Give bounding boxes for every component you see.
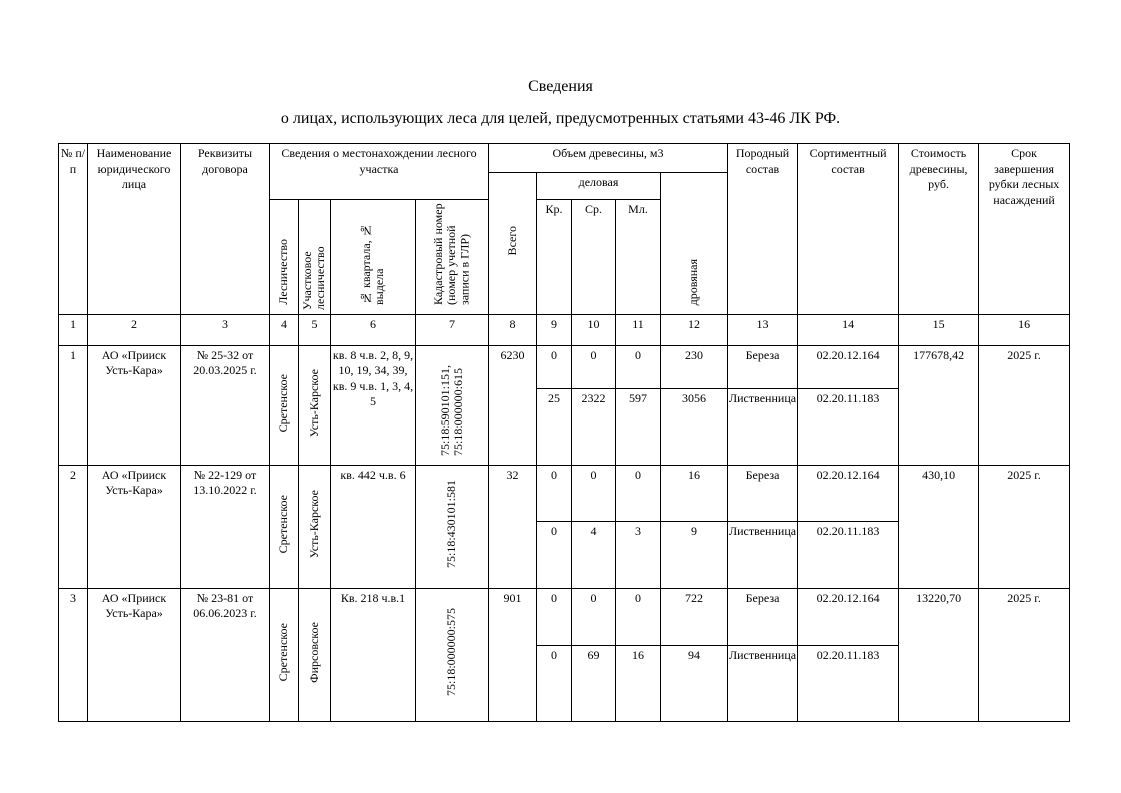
row-small: 16 [616,645,661,721]
row-deadline: 2025 г. [979,345,1070,465]
column-number: 11 [616,314,661,345]
column-number: 1 [59,314,88,345]
row-cadastral: 75:18:430101:581 [444,480,459,569]
row-total: 32 [489,465,537,588]
row-forestry-cell [270,345,299,465]
row-district-cell [299,588,331,721]
row-assortment: 02.20.12.164 [798,588,899,645]
row-name: АО «Прииск Усть-Кара» [88,345,181,465]
row-cadastral-cell [416,588,489,721]
row-deadline: 2025 г. [979,588,1070,721]
column-number: 4 [270,314,299,345]
row-firewood: 3056 [661,388,728,465]
header-medium: Ср. [572,200,616,315]
header-cost: Стоимость древесины, руб. [899,144,979,315]
header-quarter: № квартала, № выдела [358,223,386,305]
row-cadastral-cell [416,465,489,588]
row-species: Береза [728,345,798,388]
row-cadastral: 75:18:590101:151, 75:18:000000:615 [437,364,465,456]
column-number: 2 [88,314,181,345]
column-number: 3 [181,314,270,345]
table-row [59,465,1070,521]
row-district: Усть-Карское [306,368,321,437]
column-number: 12 [661,314,728,345]
row-firewood: 9 [661,521,728,588]
column-number: 13 [728,314,798,345]
forest-users-table [58,143,1070,722]
row-large: 25 [537,388,572,465]
header-deadline: Срок завершения рубки лесных насаждений [979,144,1070,315]
row-species: Береза [728,465,798,521]
header-small: Мл. [616,200,661,315]
header-contract: Реквизиты договора [181,144,270,315]
table-row [59,588,1070,645]
header-firewood: дровяная [686,258,701,305]
row-forestry-cell [270,465,299,588]
row-large: 0 [537,345,572,388]
row-species: Береза [728,588,798,645]
header-commercial: деловая [537,173,661,200]
row-num: 2 [59,465,88,588]
row-district-cell [299,345,331,465]
document-subtitle: о лицах, использующих леса для целей, предусмотренных статьями 43-46 ЛК РФ. [280,110,841,127]
column-number: 7 [416,314,489,345]
row-medium: 69 [572,645,616,721]
row-quarter: Кв. 218 ч.в.1 [331,588,416,721]
header-total-cell [489,173,537,315]
row-small: 0 [616,345,661,388]
row-contract: № 25-32 от 20.03.2025 г. [181,345,270,465]
row-contract: № 22-129 от 13.10.2022 г. [181,465,270,588]
row-contract: № 23-81 от 06.06.2023 г. [181,588,270,721]
header-species: Породный состав [728,144,798,315]
column-numbers-row [59,314,1070,345]
header-forestry: Лесничество [276,239,291,305]
row-district: Усть-Карское [306,490,321,559]
header-location: Сведения о местонахождении лесного участка [270,144,489,200]
header-num: № п/п [59,144,88,315]
row-name: АО «Прииск Усть-Кара» [88,588,181,721]
header-district-cell [299,200,331,315]
row-deadline: 2025 г. [979,465,1070,588]
row-large: 0 [537,588,572,645]
row-small: 0 [616,465,661,521]
row-forestry: Сретенское [276,495,291,554]
header-firewood-cell [661,173,728,315]
row-assortment: 02.20.11.183 [798,645,899,721]
row-firewood: 94 [661,645,728,721]
column-number: 15 [899,314,979,345]
row-cost: 177678,42 [899,345,979,465]
row-medium: 0 [572,588,616,645]
row-cadastral-cell [416,345,489,465]
column-number: 6 [331,314,416,345]
row-small: 3 [616,521,661,588]
header-total: Всего [504,226,519,256]
row-firewood: 230 [661,345,728,388]
header-volume: Объем древесины, м3 [489,144,728,173]
column-number: 14 [798,314,899,345]
row-cadastral: 75:18:000000:575 [444,608,459,697]
row-species: Лиственница [728,388,798,465]
row-species: Лиственница [728,521,798,588]
row-num: 3 [59,588,88,721]
row-name: АО «Прииск Усть-Кара» [88,465,181,588]
row-forestry: Сретенское [276,373,291,432]
row-firewood: 16 [661,465,728,521]
row-district: Фирсовское [306,621,321,683]
row-assortment: 02.20.12.164 [798,465,899,521]
header-cadastral-cell [416,200,489,315]
table-row [59,345,1070,388]
header-name: Наименование юридического лица [88,144,181,315]
column-number: 10 [572,314,616,345]
row-quarter: кв. 8 ч.в. 2, 8, 9, 10, 19, 34, 39, кв. 9 ч.в. 1, 3, 4, 5 [331,345,416,465]
row-large: 0 [537,645,572,721]
column-number: 16 [979,314,1070,345]
header-quarter-cell [331,200,416,315]
header-district: Участковое лесничество [300,245,328,310]
header-forestry-cell [270,200,299,315]
row-cost: 430,10 [899,465,979,588]
row-firewood: 722 [661,588,728,645]
row-medium: 4 [572,521,616,588]
document-title: Сведения [528,78,593,95]
row-assortment: 02.20.11.183 [798,521,899,588]
row-assortment: 02.20.11.183 [798,388,899,465]
row-total: 6230 [489,345,537,465]
row-large: 0 [537,465,572,521]
row-num: 1 [59,345,88,465]
row-quarter: кв. 442 ч.в. 6 [331,465,416,588]
row-small: 0 [616,588,661,645]
header-large: Кр. [537,200,572,315]
row-forestry: Сретенское [276,623,291,682]
row-medium: 0 [572,345,616,388]
row-species: Лиственница [728,645,798,721]
column-number: 9 [537,314,572,345]
row-forestry-cell [270,588,299,721]
row-small: 597 [616,388,661,465]
row-large: 0 [537,521,572,588]
column-number: 8 [489,314,537,345]
row-total: 901 [489,588,537,721]
row-assortment: 02.20.12.164 [798,345,899,388]
row-district-cell [299,465,331,588]
row-cost: 13220,70 [899,588,979,721]
header-assortment: Сортиментный состав [798,144,899,315]
row-medium: 0 [572,465,616,521]
header-cadastral: Кадастровый номер (номер учетной записи в ГЛР) [431,203,472,305]
column-number: 5 [299,314,331,345]
row-medium: 2322 [572,388,616,465]
